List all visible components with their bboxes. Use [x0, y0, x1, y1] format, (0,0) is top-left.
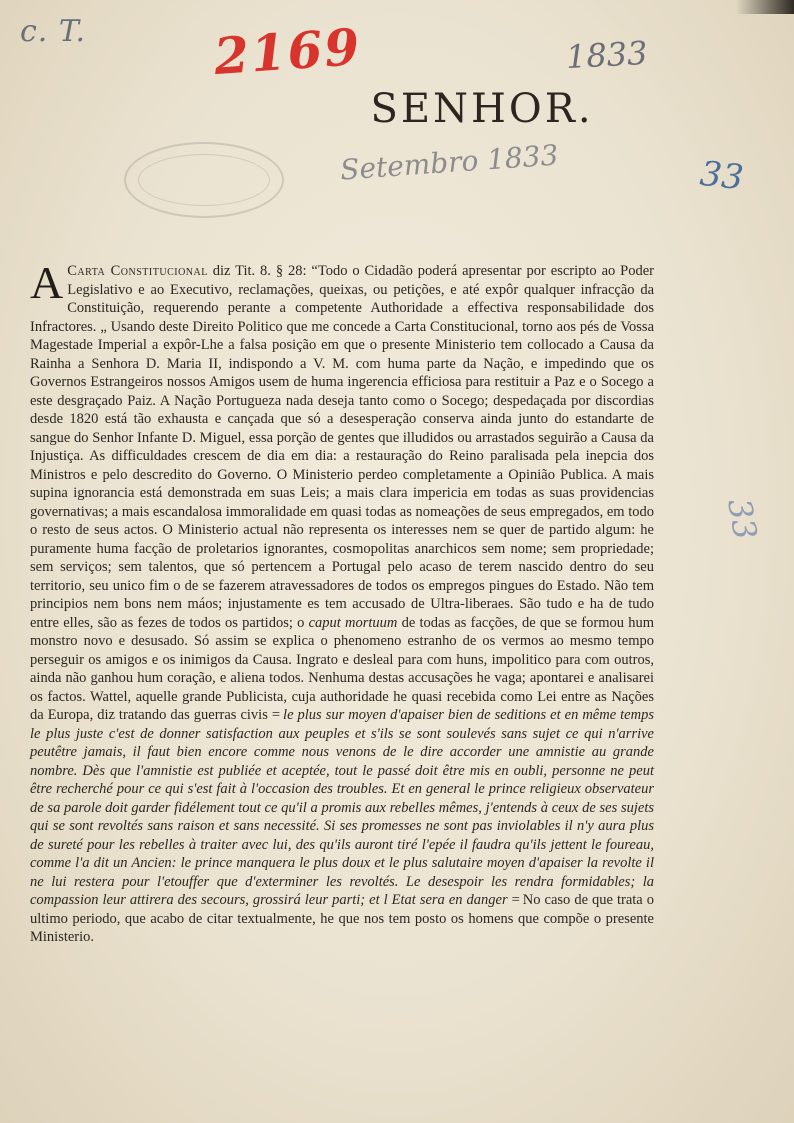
page-corner-shadow — [736, 0, 794, 14]
catalog-number: 2169 — [212, 16, 364, 87]
document-title: SENHOR. — [370, 86, 594, 132]
page-mark: 33 — [698, 153, 746, 199]
document-body — [30, 257, 654, 947]
drop-cap: A — [30, 257, 64, 308]
library-stamp — [124, 142, 284, 218]
handwritten-year: 1833 — [565, 33, 649, 77]
handwritten-note-top-left: c. T. — [20, 14, 87, 49]
margin-mark: 33 — [720, 495, 765, 543]
equals-sign: = — [511, 892, 519, 908]
body-paragraph-part2: de todas as facções, de que se formou hum monstro novo e desusado. Só assim se explica o phenomeno estranho de os vermos ao mesmo tempo perseguir os amigos e os inimigos da Causa. Ingrato e desleal para com huns, impolitico para com outros, ainda não ganhou hum coração, e aliena todos. Nenhuma destas accusações he vaga; apontarei e analisarei os factos. Wattel, aquelle grande Publicista, cuja authoridade he quasi recebida como Lei entre as Nações da Europa, diz tratando das guerras civis — [30, 614, 654, 723]
latin-phrase: caput mortuum — [308, 614, 398, 631]
body-paragraph-part1: diz Tit. 8. § 28: “Todo o Cidadão poderá apresentar por escripto ao Poder Legislativo e ao Executivo, reclamações, queixas, ou petições, e até expôr qualquer infracção da Constituição, requerendo perante a competente Authoridade a effectiva responsabilidade dos Infractores. „ Usando deste Direito Politico que me concede a Carta Constitucional, torno aos pés de Vossa Magestade Imperial a expôr-Lhe a falsa posição em que o presente Ministerio tem collocado a Causa da Rainha a Senhora D. Maria II, indispondo a V. M. com huma parte da Nação, e impedindo que os Governos Estrangeiros nossos Amigos usem de huma ingerencia efficiosa para restituir a Paz e o Socego a este desgraçado Paiz. A Nação Portugueza nada deseja tanto como o Socego; despedaçada por discordias desde 1820 está tão exhausta e cançada que só a desesperação conserva ainda junto do estandarte de sangue do Senhor Infante D. Miguel, essa porção de gentes que illudidos ou arrastados seguirão a Causa da Injustiça. As difficuldades crescem de dia em dia: a restauração do Reino paralisada pela inepcia dos Ministros e pelo descredito do Governo. O Ministerio perdeo completamente a Opinião Publica. A mais supina ignorancia está demonstrada em suas Leis; a mais clara impericia em todas as suas providencias governativas; a mais escandalosa immoralidade em quasi todas as nomeações de seus empregados, em todo o resto de seus actos. O Ministerio actual não representa os interesses nem se quer de partido algum: he puramente huma facção de proletarios ignorantes, cosmopolitas anarchicos sem nome; sem propriedade; sem serviços; sem talentos, que só pertencem a Portugal pelo acaso de terem nascido dentro do seu territorio, seu unico fim o de se fazerem atravessadores de todos os empregos pingues do Estado. Não tem principios nem bons nem máos; injustamente es tem accusado de Ultra-liberaes. São tudo e ha de tudo entre elles, são as fezes de todos os partidos; o — [30, 263, 654, 631]
french-quotation: le plus sur moyen d'apaiser bien de seditions et en même temps le plus juste c'est de donner satisfaction aux peuples et s'ils se sont soulevés sans sujet ce qui n'arrive peutêtre jamais, il faut bien encore comme nous venons de le dire accorder une amnistie au grande nombre. Dès que l'amnistie est publiée et aceptée, tout le passé doit être mis en oubli, personne ne peut être recherché pour ce qui s'est fait à l'occasion des troubles. Et en general le prince religieux observateur de sa parole doit garder fidélement tout ce qu'il a promis aux rebelles mêmes, j'entends à ceux de ses sujets qui se sont revoltés sans raison et sans necessité. Si ses promesses ne sont pas inviolables il n'y aura plus de sureté pour les rebelles à traiter avec lui, des qu'ils auront tiré l'epée il faudra qu'ils jettent le foureau, comme l'a dit un Ancien: le prince manquera le plus doux et le plus salutaire moyen d'apaiser la revolte il ne lui restera pour l'etouffer que d'exterminer les revoltés. Le desespoir les rendra formidables; la compassion leur attirera des secours, grossirá leur parti; et l Etat sera en danger — [30, 707, 654, 908]
body-paragraph-part3: No caso de que trata o ultimo periodo, que acabo de citar textualmente, he que nos tem posto os homens que compõe o presente Ministerio. — [30, 892, 654, 945]
equals-sign: = — [271, 707, 280, 723]
opening-smallcaps: Carta Constitucional — [67, 263, 208, 279]
handwritten-date: Setembro 1833 — [339, 138, 560, 187]
